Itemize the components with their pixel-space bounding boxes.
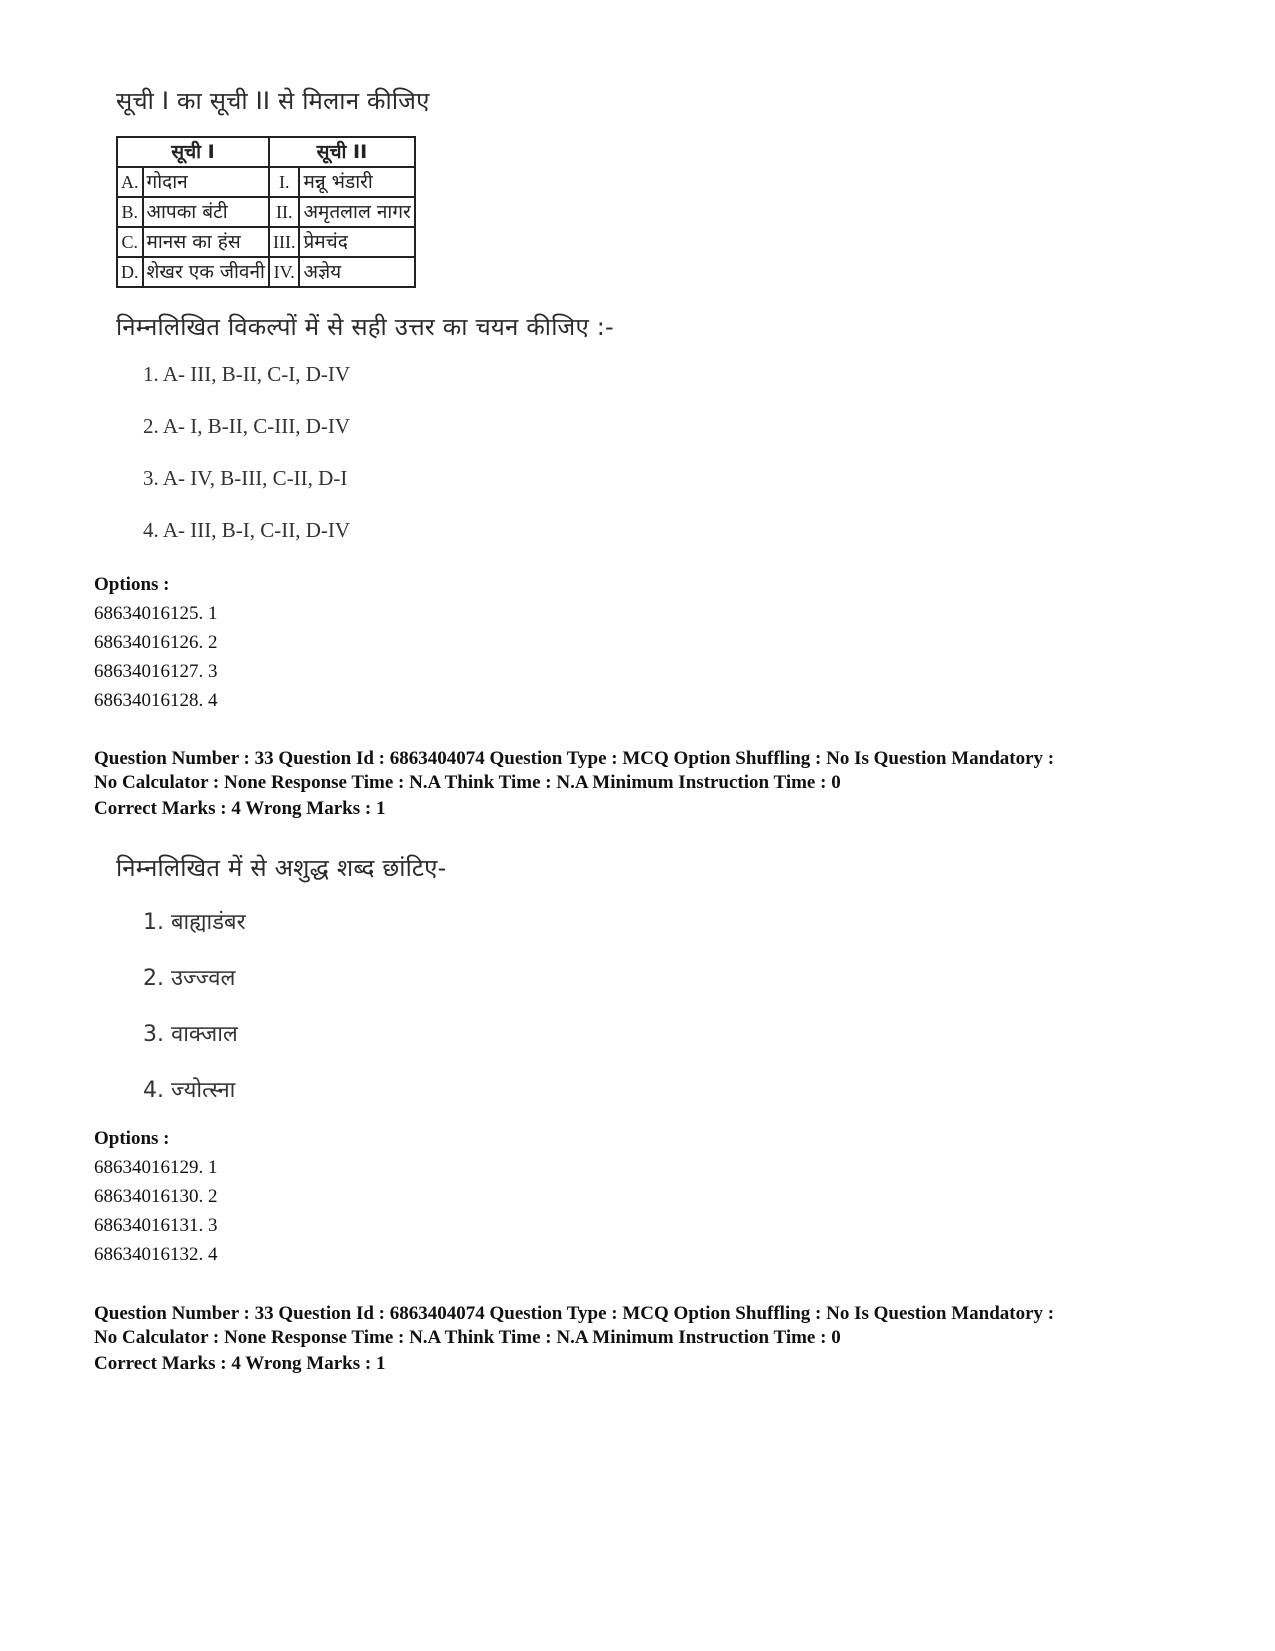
row-key-right: I. — [269, 167, 299, 197]
question-2-choice: 2. उज्ज्वल — [143, 966, 236, 991]
option-item: 68634016126. 2 — [94, 632, 218, 653]
row-value-right: प्रेमचंद — [299, 227, 414, 257]
option-item: 68634016132. 4 — [94, 1244, 218, 1265]
question-meta-line: No Calculator : None Response Time : N.A Think Time : N.A Minimum Instruction Time : 0 — [94, 1327, 841, 1348]
option-item: 68634016129. 1 — [94, 1157, 218, 1178]
table-row — [117, 197, 415, 227]
table-row — [117, 167, 415, 197]
question-2-options — [94, 1124, 218, 1269]
row-value-left: आपका बंटी — [143, 197, 269, 227]
options-label: Options : — [94, 1128, 170, 1149]
row-key-left: C. — [117, 227, 143, 257]
option-item: 68634016125. 1 — [94, 603, 218, 624]
row-key-right: III. — [269, 227, 299, 257]
table-row — [117, 257, 415, 287]
question-2-choice: 4. ज्योत्स्ना — [143, 1078, 236, 1103]
row-value-left: शेखर एक जीवनी — [143, 257, 269, 287]
question-3-meta — [94, 1302, 1214, 1350]
row-key-left: A. — [117, 167, 143, 197]
question-1-options — [94, 570, 218, 715]
question-2-meta — [94, 747, 1214, 795]
list-1-header: सूची I — [117, 137, 269, 167]
row-key-right: II. — [269, 197, 299, 227]
list-2-header: सूची II — [269, 137, 415, 167]
question-2-prompt: निम्नलिखित में से अशुद्ध शब्द छांटिए- — [116, 854, 447, 882]
row-key-left: B. — [117, 197, 143, 227]
question-2-choice: 3. वाक्जाल — [143, 1022, 238, 1047]
table-row — [117, 227, 415, 257]
row-value-right: अमृतलाल नागर — [299, 197, 414, 227]
question-1-prompt: सूची I का सूची II से मिलान कीजिए — [116, 87, 430, 115]
question-meta-line: Question Number : 33 Question Id : 6863404074 Question Type : MCQ Option Shuffling : No Is Question Mandatory : — [94, 1303, 1055, 1324]
row-value-right: मन्नू भंडारी — [299, 167, 414, 197]
option-item: 68634016127. 3 — [94, 661, 218, 682]
question-2-choice: 1. बाह्याडंबर — [143, 910, 246, 935]
row-value-left: मानस का हंस — [143, 227, 269, 257]
option-item: 68634016130. 2 — [94, 1186, 218, 1207]
question-meta-line: No Calculator : None Response Time : N.A Think Time : N.A Minimum Instruction Time : 0 — [94, 772, 841, 793]
question-1-choice: 3. A- IV, B-III, C-II, D-I — [143, 466, 348, 490]
row-key-left: D. — [117, 257, 143, 287]
question-1-choice: 4. A- III, B-I, C-II, D-IV — [143, 518, 351, 542]
question-1-instruction: निम्नलिखित विकल्पों में से सही उत्तर का चयन कीजिए :- — [116, 313, 614, 341]
match-table — [116, 136, 416, 288]
options-label: Options : — [94, 574, 170, 595]
question-1-choice: 2. A- I, B-II, C-III, D-IV — [143, 414, 351, 438]
row-value-right: अज्ञेय — [299, 257, 414, 287]
match-table-header — [117, 137, 415, 167]
row-key-right: IV. — [269, 257, 299, 287]
option-item: 68634016131. 3 — [94, 1215, 218, 1236]
question-3-marks: Correct Marks : 4 Wrong Marks : 1 — [94, 1353, 386, 1374]
option-item: 68634016128. 4 — [94, 690, 218, 711]
question-1-choice: 1. A- III, B-II, C-I, D-IV — [143, 362, 351, 386]
question-meta-line: Question Number : 33 Question Id : 6863404074 Question Type : MCQ Option Shuffling : No Is Question Mandatory : — [94, 748, 1055, 769]
row-value-left: गोदान — [143, 167, 269, 197]
question-2-marks: Correct Marks : 4 Wrong Marks : 1 — [94, 798, 386, 819]
